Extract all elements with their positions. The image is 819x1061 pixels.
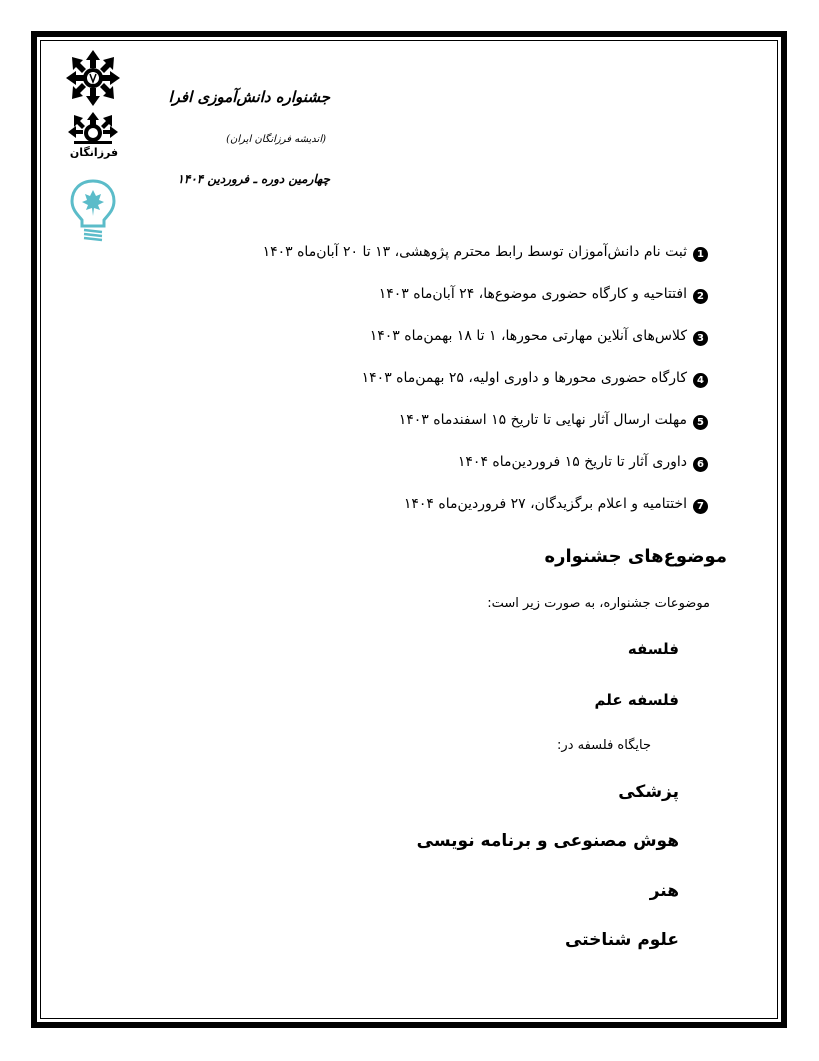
farzanegan-logo-icon xyxy=(66,112,120,148)
star-emblem-icon xyxy=(66,50,120,106)
step-number-badge: 1 xyxy=(693,247,708,262)
timeline-item-text: مهلت ارسال آثار نهایی تا تاریخ ۱۵ اسفندماه ۱۴۰۳ xyxy=(398,412,687,428)
step-number-badge: 3 xyxy=(693,331,708,346)
topic-philosophy: فلسفه xyxy=(627,640,679,658)
position-label: جایگاه فلسفه در: xyxy=(557,738,651,753)
list-item xyxy=(263,286,708,328)
list-item xyxy=(263,244,708,286)
festival-title: جشنواره دانش‌آموزی افرا xyxy=(168,88,330,106)
topic-philosophy-of-science: فلسفه علم xyxy=(594,691,679,709)
step-number-badge: 5 xyxy=(693,415,708,430)
list-item xyxy=(263,454,708,496)
list-item xyxy=(263,370,708,412)
farzanegan-logo-text: فرزانگان xyxy=(69,146,119,159)
topic-medicine: پزشکی xyxy=(618,782,679,802)
topic-ai-programming: هوش مصنوعی و برنامه نویسی xyxy=(416,831,679,851)
timeline-item-text: داوری آثار تا تاریخ ۱۵ فروردین‌ماه ۱۴۰۴ xyxy=(457,454,687,470)
list-item xyxy=(263,412,708,454)
topic-cognitive-sciences: علوم شناختی xyxy=(564,930,679,950)
festival-edition: چهارمین دوره ـ فروردین ۱۴۰۴ xyxy=(177,172,330,186)
timeline-item-text: اختتامیه و اعلام برگزیدگان، ۲۷ فروردین‌ماه ۱۴۰۴ xyxy=(403,496,687,512)
list-item xyxy=(263,496,708,538)
festival-subtitle: (اندیشه فرزانگان ایران) xyxy=(226,134,326,145)
lightbulb-leaf-icon xyxy=(68,178,118,244)
timeline-item-text: کلاس‌های آنلاین مهارتی محورها، ۱ تا ۱۸ بهمن‌ماه ۱۴۰۳ xyxy=(369,328,687,344)
topics-heading: موضوع‌های جشنواره xyxy=(544,546,727,567)
timeline-list xyxy=(263,244,708,538)
timeline-item-text: کارگاه حضوری محورها و داوری اولیه، ۲۵ بهمن‌ماه ۱۴۰۳ xyxy=(361,370,687,386)
topics-intro: موضوعات جشنواره، به صورت زیر است: xyxy=(487,596,710,611)
timeline-item-text: ثبت نام دانش‌آموزان توسط رابط محترم پژوهشی، ۱۳ تا ۲۰ آبان‌ماه ۱۴۰۳ xyxy=(262,244,687,260)
step-number-badge: 7 xyxy=(693,499,708,514)
step-number-badge: 2 xyxy=(693,289,708,304)
step-number-badge: 6 xyxy=(693,457,708,472)
list-item xyxy=(263,328,708,370)
timeline-item-text: افتتاحیه و کارگاه حضوری موضوع‌ها، ۲۴ آبان‌ماه ۱۴۰۳ xyxy=(378,286,687,302)
topic-art: هنر xyxy=(649,881,679,901)
step-number-badge: 4 xyxy=(693,373,708,388)
